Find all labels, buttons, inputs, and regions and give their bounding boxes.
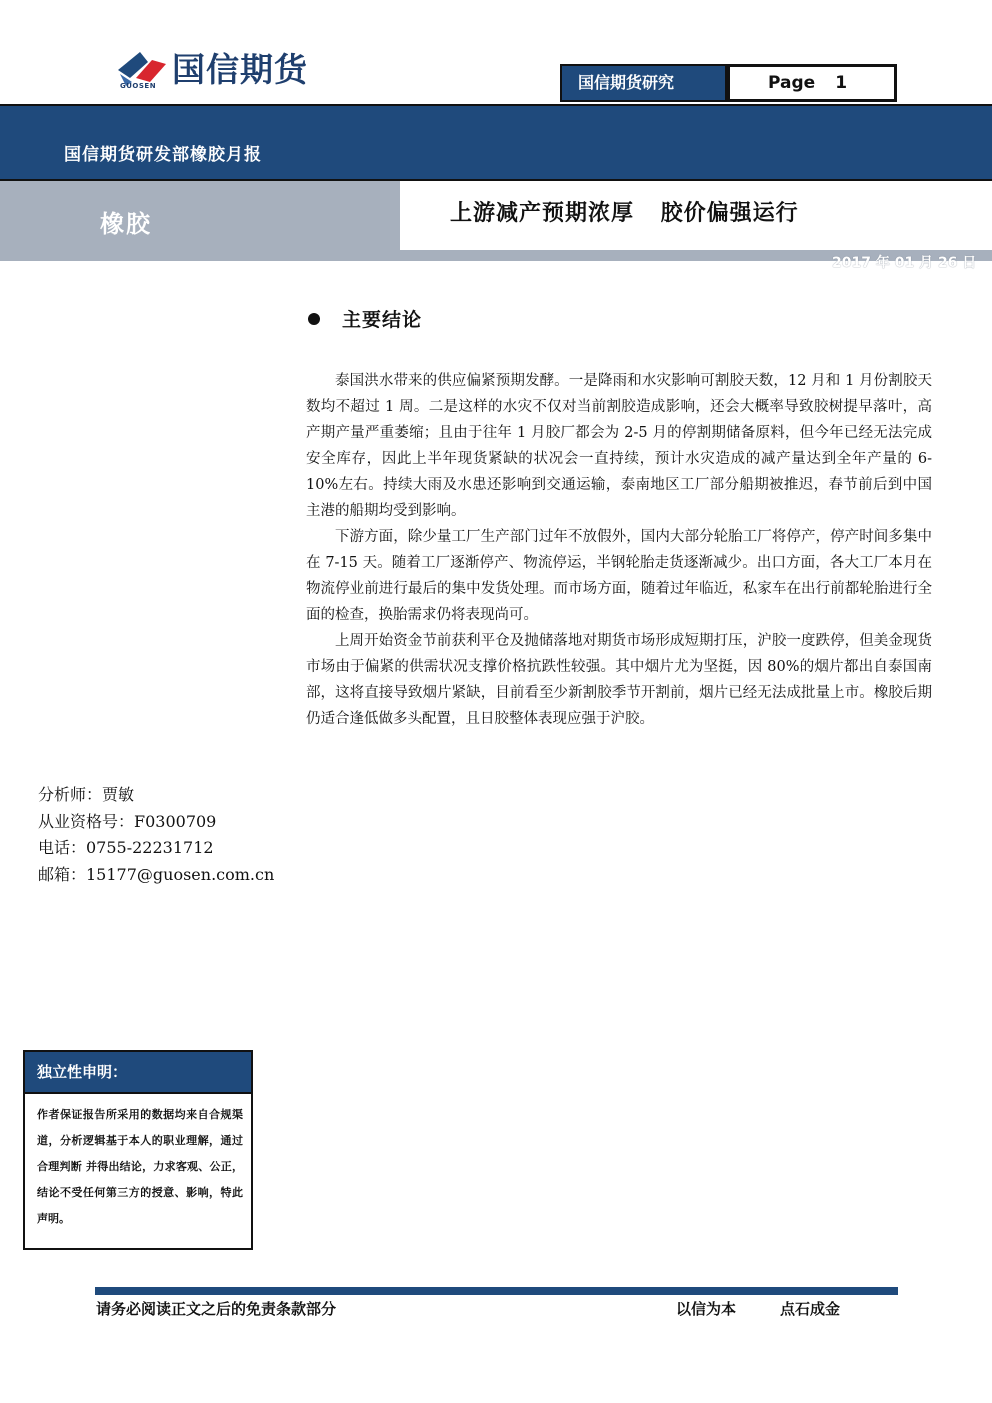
page-indicator bbox=[727, 64, 897, 102]
report-body bbox=[306, 368, 932, 732]
report-series: 国信期货研发部橡胶月报 bbox=[64, 145, 262, 165]
page-label: Page bbox=[768, 73, 816, 93]
category-label: 橡胶 bbox=[100, 210, 152, 238]
analyst-email: 邮箱：15177@guosen.com.cn bbox=[38, 864, 275, 884]
research-label: 国信期货研究 bbox=[560, 64, 727, 102]
analyst-name: 分析师：贾敏 bbox=[38, 785, 135, 804]
analyst-info bbox=[38, 782, 274, 888]
statement-body: 作者保证报告所采用的数据均来自合规渠道，分析逻辑基于本人的职业理解，通过合理判断 并得出结论，力求客观、公正，结论不受任何第三方的授意、影响，特此声明。 bbox=[37, 1108, 243, 1225]
footer-motto-1: 以信为本 bbox=[676, 1300, 737, 1318]
section-heading: 主要结论 bbox=[342, 309, 423, 331]
statement-title: 独立性申明： bbox=[25, 1052, 251, 1094]
analyst-license: 从业资格号：F0300709 bbox=[38, 811, 217, 831]
bullet-icon bbox=[308, 313, 320, 325]
analyst-phone: 电话：0755-22231712 bbox=[38, 838, 214, 857]
page-number: 1 bbox=[835, 73, 848, 93]
paragraph: 上周开始资金节前获利平仓及抛储落地对期货市场形成短期打压，沪胶一度跌停，但美金现货市场由于偏紧的供需状况支撑价格抗跌性较强。其中烟片尤为坚挺，因 80%的烟片都出自泰国南部，这将直接导致烟片紧缺，目前看至少新割胶季节开割前，烟片已经无法成批量上市。橡胶后期仍适合逢低做多头配置，且日胶整体表现应强于沪胶。 bbox=[306, 633, 932, 727]
brand-name: 国信期货 bbox=[172, 50, 308, 89]
category-band bbox=[0, 181, 400, 261]
footer-disclaimer: 请务必阅读正文之后的免责条款部分 bbox=[96, 1300, 337, 1318]
brand-sub: GUOSEN bbox=[120, 82, 157, 90]
paragraph: 泰国洪水带来的供应偏紧预期发酵。一是降雨和水灾影响可割胶天数，12 月和 1 月份割胶天数均不超过 1 周。二是这样的水灾不仅对当前割胶造成影响，还会大概率导致胶树提早落叶，高产期产量严重萎缩；且由于往年 1 月胶厂都会为 2-5 月的停割期储备原料，但今年已经无法完成安全库存，因此上半年现货紧缺的状况会一直持续，预计水灾造成的减产量达到全年产量的 6-10%左右。持续大雨及水患还影响到交通运输，泰南地区工厂部分船期被推迟，春节前后到中国主港的船期均受到影响。 bbox=[306, 373, 932, 519]
paragraph: 下游方面，除少量工厂生产部门过年不放假外，国内大部分轮胎工厂将停产，停产时间多集中在 7-15 天。随着工厂逐渐停产、物流停运，半钢轮胎走货逐渐减少。出口方面，各大工厂本月在物流停业前进行最后的集中发货处理。而市场方面，随着过年临近，私家车在出行前都轮胎进行全面的检查，换胎需求仍将表现尚可。 bbox=[306, 529, 932, 623]
footer-motto-2: 点石成金 bbox=[780, 1300, 841, 1318]
report-headline: 上游减产预期浓厚 胶价偏强运行 bbox=[450, 200, 799, 226]
footer-divider bbox=[95, 1287, 898, 1295]
independence-statement bbox=[23, 1050, 253, 1250]
report-date: 2017 年 01 月 26 日 bbox=[832, 255, 977, 271]
